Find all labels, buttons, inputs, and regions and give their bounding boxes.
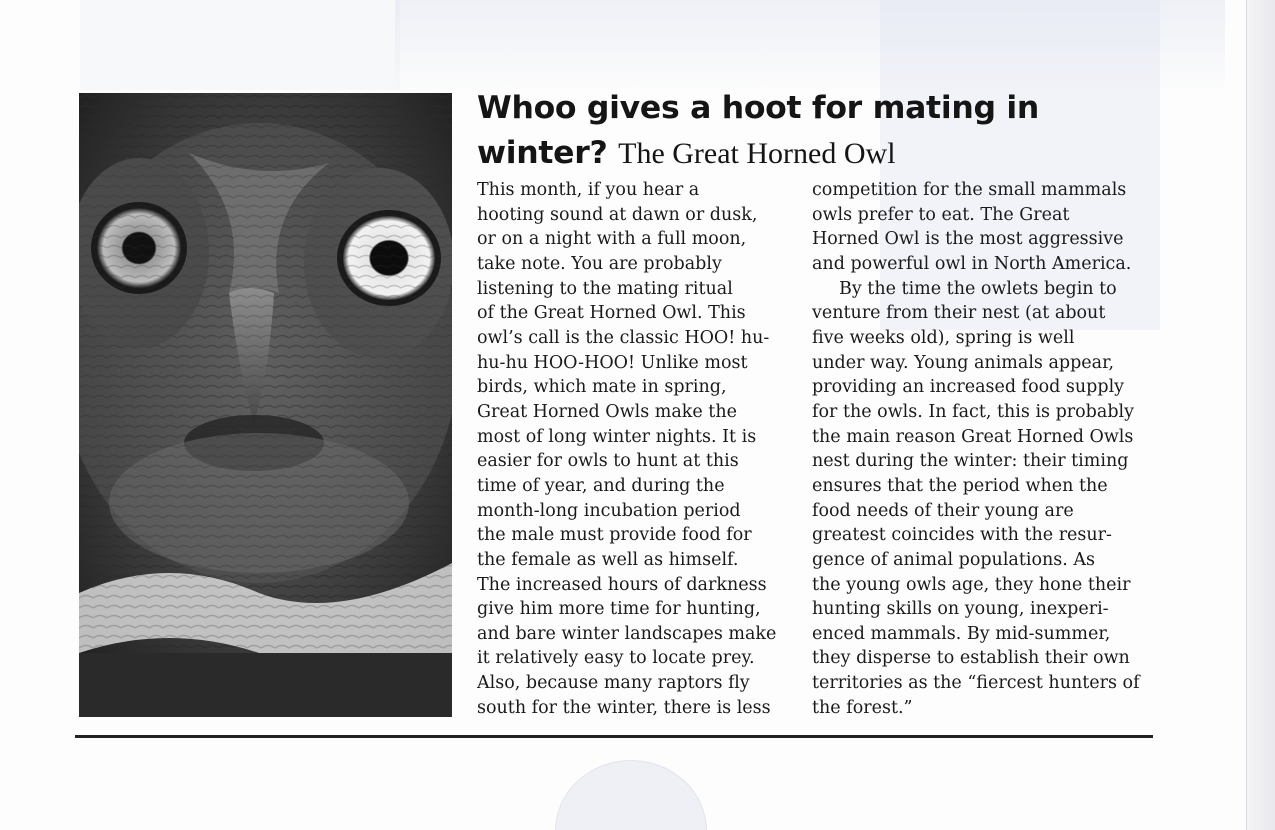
text-line: under way. Young animals appear, <box>812 352 1115 373</box>
text-line: birds, which mate in spring, <box>477 377 727 398</box>
text-line: for the owls. In fact, this is probably <box>812 401 1135 422</box>
text-line: most of long winter nights. It is <box>477 426 757 447</box>
article-headline <box>477 86 1177 176</box>
text-line: Horned Owl is the most aggressive <box>812 229 1124 250</box>
text-line: or on a night with a full moon, <box>477 229 747 250</box>
text-line: ensures that the period when the <box>812 475 1108 496</box>
text-line: month-long incubation period <box>477 500 741 521</box>
owl-illustration <box>79 93 452 717</box>
text-line: providing an increased food supply <box>812 377 1125 398</box>
text-line: and bare winter landscapes make <box>477 623 777 644</box>
text-column-2 <box>812 178 1157 720</box>
text-line: hunting skills on young, inexperi- <box>812 599 1109 620</box>
text-line: the main reason Great Horned Owls <box>812 426 1134 447</box>
headline-text: Whoo gives a hoot for mating in winter? <box>477 90 1039 171</box>
text-line: time of year, and during the <box>477 475 725 496</box>
page-fold-curve <box>555 760 707 830</box>
text-column-1 <box>477 178 807 720</box>
text-line: they disperse to establish their own <box>812 648 1130 669</box>
text-line: owls prefer to eat. The Great <box>812 204 1070 225</box>
text-line: of the Great Horned Owl. This <box>477 303 746 324</box>
text-line: the forest.” <box>812 697 913 718</box>
text-line: owl’s call is the classic HOO! hu- <box>477 327 770 348</box>
text-line: hooting sound at dawn or dusk, <box>477 204 758 225</box>
text-line: the young owls age, they hone their <box>812 574 1131 595</box>
text-line: easier for owls to hunt at this <box>477 451 739 472</box>
text-line: competition for the small mammals <box>812 180 1127 200</box>
text-line: Great Horned Owls make the <box>477 401 737 422</box>
article-subhead: The Great Horned Owl <box>618 137 896 170</box>
text-line: The increased hours of darkness <box>477 574 767 595</box>
text-line: greatest coincides with the resur- <box>812 525 1112 546</box>
text-line: the female as well as himself. <box>477 549 739 570</box>
text-line: five weeks old), spring is well <box>812 327 1075 348</box>
text-line: the male must provide food for <box>477 525 752 546</box>
text-line: nest during the winter: their timing <box>812 451 1129 472</box>
text-line: venture from their nest (at about <box>812 303 1106 324</box>
text-line: south for the winter, there is less <box>477 697 771 718</box>
text-line: This month, if you hear a <box>477 180 700 200</box>
text-line: hu-hu HOO-HOO! Unlike most <box>477 352 748 373</box>
text-line: enced mammals. By mid-summer, <box>812 623 1111 644</box>
text-line: Also, because many raptors fly <box>477 673 750 694</box>
text-line: listening to the mating ritual <box>477 278 733 299</box>
owl-photo <box>79 93 452 717</box>
bottom-rule <box>75 735 1153 738</box>
text-line: food needs of their young are <box>812 500 1074 521</box>
text-line: gence of animal populations. As <box>812 549 1096 570</box>
text-line: it relatively easy to locate prey. <box>477 648 755 669</box>
text-line: give him more time for hunting, <box>477 599 761 620</box>
text-line: take note. You are probably <box>477 253 722 274</box>
text-line: By the time the owlets begin to <box>839 278 1117 299</box>
bleed-through-left <box>80 0 400 90</box>
page-edge <box>1246 0 1275 830</box>
text-line: territories as the “fiercest hunters of <box>812 673 1140 694</box>
text-line: and powerful owl in North America. <box>812 253 1132 274</box>
